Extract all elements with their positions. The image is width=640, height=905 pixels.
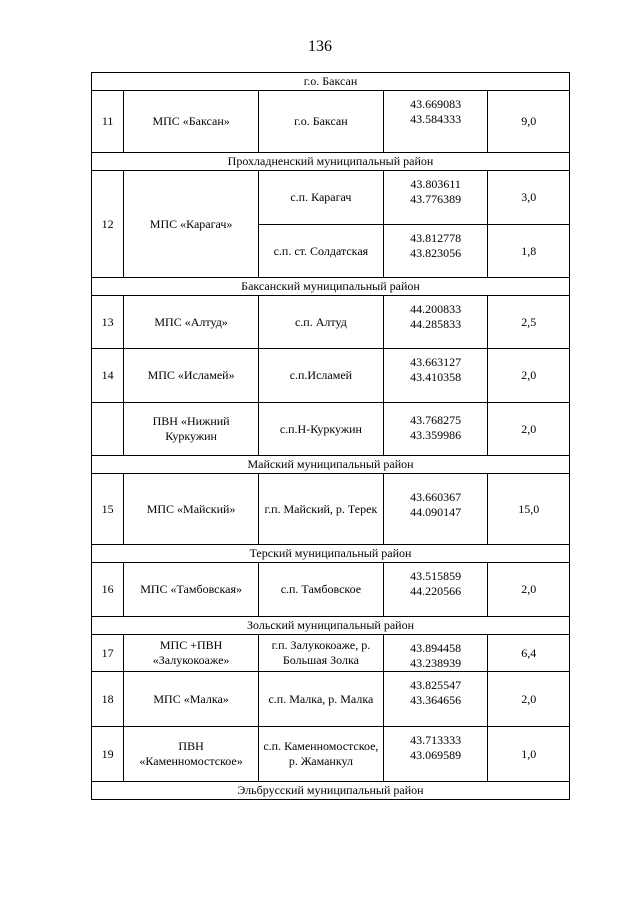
latitude: 43.812778: [410, 231, 462, 245]
longitude: 43.584333: [410, 112, 462, 126]
table-row: [92, 91, 570, 153]
capacity-value: 2,0: [488, 403, 570, 456]
latitude: 43.713333: [410, 733, 462, 747]
table-row: [92, 727, 570, 782]
coordinates-cell: [383, 171, 488, 225]
capacity-value: 3,0: [488, 171, 570, 225]
coordinates-cell: [383, 349, 488, 403]
coordinates-cell: [383, 474, 488, 545]
location-place: г.п. Майский, р. Терек: [259, 474, 384, 545]
capacity-value: 1,8: [488, 225, 570, 278]
latitude: 43.663127: [410, 355, 462, 369]
longitude: 43.069589: [410, 748, 462, 762]
longitude: 43.776389: [410, 192, 462, 206]
row-number: 15: [92, 474, 124, 545]
section-title: Эльбрусский муниципальный район: [92, 782, 570, 800]
latitude: 43.825547: [410, 678, 462, 692]
latitude: 43.669083: [410, 97, 462, 111]
location-place: с.п.Н-Куркужин: [259, 403, 384, 456]
coordinates-cell: [383, 672, 488, 727]
longitude: 44.220566: [410, 584, 462, 598]
latitude: 43.803611: [410, 177, 461, 191]
table-row: [92, 672, 570, 727]
coordinates-cell: [383, 403, 488, 456]
facility-name: МПС «Баксан»: [124, 91, 259, 153]
location-place: г.п. Залукокоаже, р. Большая Золка: [259, 635, 384, 672]
table-row: [92, 296, 570, 349]
facility-name: МПС «Карагач»: [124, 171, 259, 278]
row-number: 11: [92, 91, 124, 153]
table-row: [92, 635, 570, 672]
row-number: 17: [92, 635, 124, 672]
page-number: 136: [308, 38, 332, 55]
row-number: [92, 403, 124, 456]
longitude: 43.238939: [410, 656, 462, 670]
latitude: 44.200833: [410, 302, 462, 316]
facility-name: МПС «Малка»: [124, 672, 259, 727]
coordinates-cell: [383, 563, 488, 617]
facility-name: ПВН «Каменномостское»: [124, 727, 259, 782]
row-number: 12: [92, 171, 124, 278]
section-title: Зольский муниципальный район: [92, 617, 570, 635]
table-row: [92, 474, 570, 545]
latitude: 43.660367: [410, 490, 462, 504]
table-row: [92, 403, 570, 456]
coordinates-cell: [383, 225, 488, 278]
capacity-value: 15,0: [488, 474, 570, 545]
row-number: 18: [92, 672, 124, 727]
location-place: с.п.Исламей: [259, 349, 384, 403]
location-place: с.п. Малка, р. Малка: [259, 672, 384, 727]
row-number: 16: [92, 563, 124, 617]
location-place: с.п. Алтуд: [259, 296, 384, 349]
section-row: [92, 782, 570, 800]
facility-name: ПВН «Нижний Куркужин: [124, 403, 259, 456]
coordinates-cell: [383, 635, 488, 672]
section-title: Баксанский муниципальный район: [92, 278, 570, 296]
longitude: 43.364656: [410, 693, 462, 707]
capacity-value: 2,5: [488, 296, 570, 349]
facility-name: МПС «Исламей»: [124, 349, 259, 403]
table-row: [92, 171, 570, 225]
capacity-value: 6,4: [488, 635, 570, 672]
section-row: [92, 617, 570, 635]
location-place: г.о. Баксан: [259, 91, 384, 153]
row-number: 14: [92, 349, 124, 403]
facilities-table: [91, 72, 570, 800]
row-number: 19: [92, 727, 124, 782]
location-place: с.п. Тамбовское: [259, 563, 384, 617]
facility-name: МПС +ПВН «Залукокоаже»: [124, 635, 259, 672]
facility-name: МПС «Алтуд»: [124, 296, 259, 349]
section-row: [92, 153, 570, 171]
table-row: [92, 349, 570, 403]
section-title: Терский муниципальный район: [92, 545, 570, 563]
capacity-value: 1,0: [488, 727, 570, 782]
section-title: Прохладненский муниципальный район: [92, 153, 570, 171]
longitude: 44.090147: [410, 505, 462, 519]
longitude: 43.359986: [410, 428, 462, 442]
latitude: 43.768275: [410, 413, 462, 427]
section-row: [92, 456, 570, 474]
capacity-value: 2,0: [488, 349, 570, 403]
facility-name: МПС «Майский»: [124, 474, 259, 545]
coordinates-cell: [383, 727, 488, 782]
location-place: с.п. Карагач: [259, 171, 384, 225]
coordinates-cell: [383, 296, 488, 349]
section-title: Майский муниципальный район: [92, 456, 570, 474]
capacity-value: 2,0: [488, 672, 570, 727]
section-title: г.о. Баксан: [92, 73, 570, 91]
section-row: [92, 545, 570, 563]
section-row: [92, 73, 570, 91]
longitude: 43.823056: [410, 246, 462, 260]
section-row: [92, 278, 570, 296]
latitude: 43.894458: [410, 641, 462, 655]
facility-name: МПС «Тамбовская»: [124, 563, 259, 617]
longitude: 44.285833: [410, 317, 462, 331]
row-number: 13: [92, 296, 124, 349]
location-place: с.п. Каменномостское, р. Жаманкул: [259, 727, 384, 782]
capacity-value: 9,0: [488, 91, 570, 153]
table-row: [92, 563, 570, 617]
latitude: 43.515859: [410, 569, 462, 583]
coordinates-cell: [383, 91, 488, 153]
capacity-value: 2,0: [488, 563, 570, 617]
location-place: с.п. ст. Солдатская: [259, 225, 384, 278]
longitude: 43.410358: [410, 370, 462, 384]
